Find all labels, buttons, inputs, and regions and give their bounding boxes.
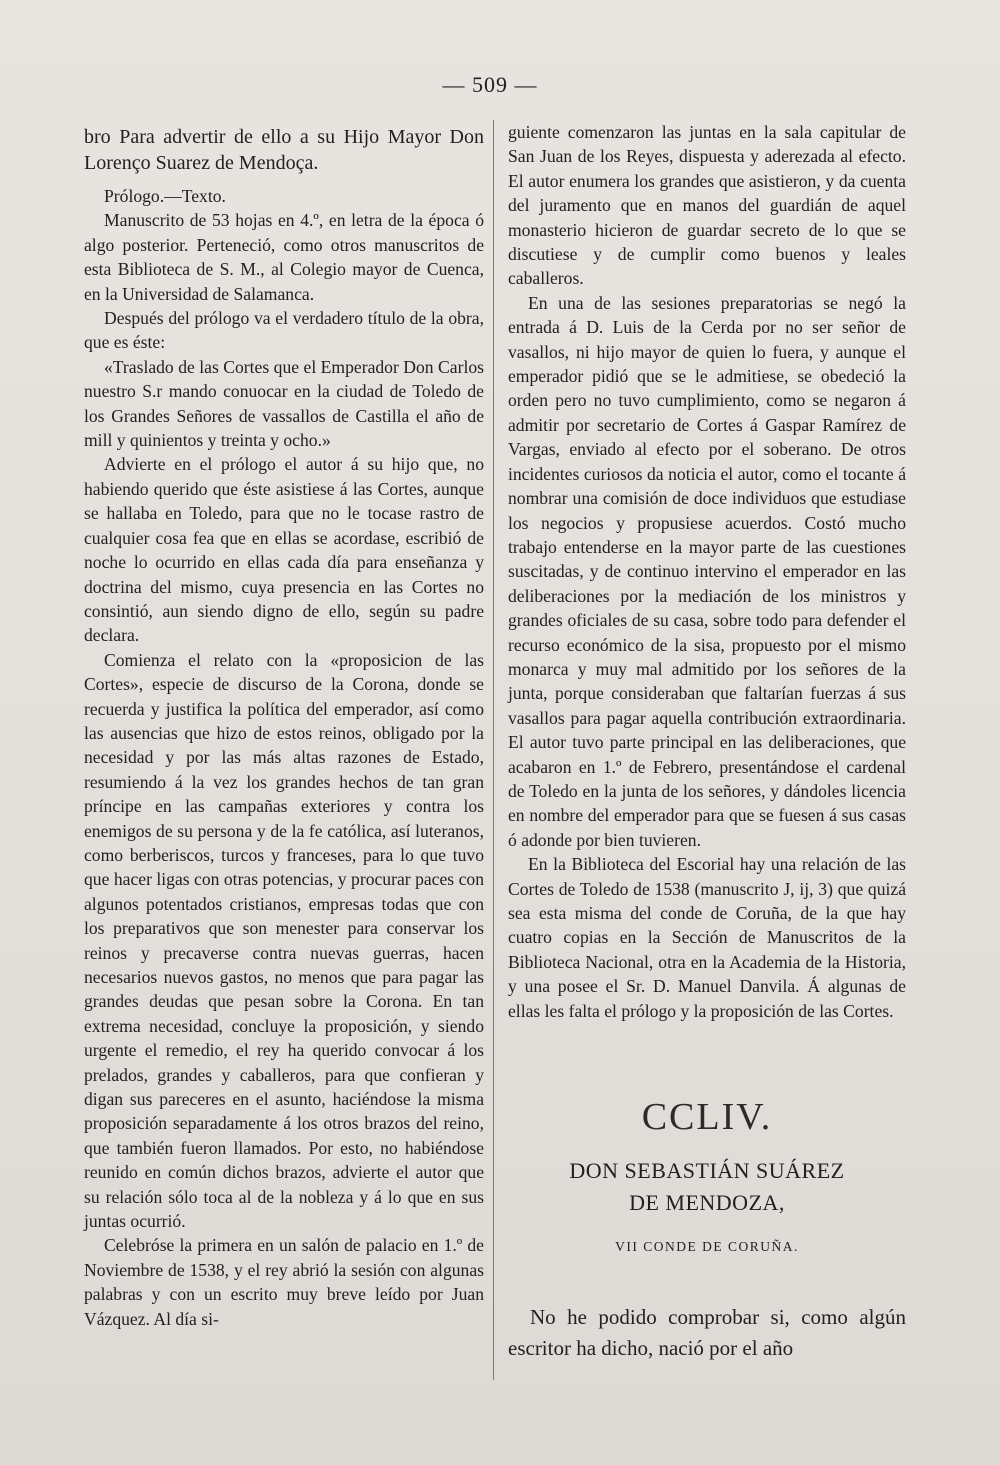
left-paragraph: Después del prólogo va el verdadero título de la obra, que es éste: xyxy=(84,308,484,353)
right-paragraph: guiente comenzaron las juntas en la sala capitular de San Juan de los Reyes, dispuesta y aderezada al efecto. El autor enumera los grandes que asistieron, y da cuenta del juramento que en manos del guardián de aquel monasterio hicieron de guardar secreto de lo que se discutiese y de cumplir como buenos y leales caballeros. xyxy=(508,122,906,289)
page-number: — 509 — xyxy=(442,72,538,97)
section-numeral: CCLIV. xyxy=(641,1096,773,1139)
section-subtitle: VII CONDE DE CORUÑA. xyxy=(615,1239,799,1255)
right-paragraph: En una de las sesiones preparatorias se negó la entrada á D. Luis de la Cerda por no ser señor de vasallos, ni hijo mayor de quien lo fuera, y aunque el emperador pidió que se le admitiese, se obedeció la orden pero no tuvo cumplimiento, como se negaron á admitir por secretario de Cortes á Gaspar Ramírez de Vargas, enviado al efecto por el soberano. De otros incidentes curiosos da noticia el autor, como el tocante á nombrar una comisión de doce individuos que estudiase los negocios y propusiese acuerdos. Costó mucho trabajo entenderse en la mayor parte de las cuestiones suscitadas, y de continuo intervino el emperador en las deliberaciones por la mediación de los ministros y grandes oficiales de su casa, sobre todo para defender el recurso económico de la sisa, propuesto por el mismo monarca y muy mal admitido por los señores de la junta, porque consideraban que faltarían fuerzas á sus vasallos para pagar aquella contribución extraordinaria. El autor tuvo parte principal en las deliberaciones, que acabaron en 1.º de Febrero, presentándose el cardenal de Toledo en la junta de los señores, y dándoles licencia en nombre del emperador para que se fuesen á sus casas ó adonde por bien tuvieren. xyxy=(508,292,906,850)
column-divider xyxy=(493,120,494,1380)
left-paragraph: Manuscrito de 53 hojas en 4.º, en letra de la época ó algo posterior. Perteneció, como otros manuscritos de esta Biblioteca de S. M., al Colegio mayor de Cuenca, en la Universidad de Salamanca. xyxy=(84,210,484,304)
right-column xyxy=(508,120,906,1364)
left-quote-paragraph: «Traslado de las Cortes que el Emperador Don Carlos nuestro S.r mando conuocar en la ciudad de Toledo de los Grandes Señores de vassallos de Castilla el año de mill y quinientos y treinta y ocho.» xyxy=(84,356,484,451)
left-column xyxy=(84,124,484,1331)
left-paragraph: Prólogo.—Texto. xyxy=(104,186,226,206)
section-title-line: DE MENDOZA, xyxy=(629,1190,785,1216)
left-paragraph: Advierte en el prólogo el autor á su hijo que, no habiendo querido que éste asistiese á las Cortes, aunque se hallaba en Toledo, para que no le tocase rastro de cualquier cosa fea que en ellas se acordase, escribió de noche lo ocurrido en ellas cada día para enseñanza y doctrina del mismo, cuya presencia en las Cortes no consintió, aun siendo digno de ello, según su padre declara. xyxy=(84,454,484,646)
left-paragraph: bro Para advertir de ello a su Hijo Mayor Don Lorenço Suarez de Mendoça. xyxy=(84,126,484,174)
right-paragraph: En la Biblioteca del Escorial hay una relación de las Cortes de Toledo de 1538 (manuscrito J, ij, 3) que quizá sea esta misma del conde de Coruña, de la que hay cuatro copias en la Sección de Manuscritos de la Biblioteca Nacional, otra en la Academia de la Historia, y una posee el Sr. D. Manuel Danvila. Á algunas de ellas les falta el prólogo y la proposición de las Cortes. xyxy=(508,854,906,1021)
left-paragraph: Celebróse la primera en un salón de palacio en 1.º de Noviembre de 1538, y el rey abrió la sesión con algunas palabras y con un escrito muy breve leído por Juan Vázquez. Al día si- xyxy=(84,1235,484,1329)
section-title xyxy=(508,1155,906,1219)
section-opening-paragraph: No he podido comprobar si, como algún escritor ha dicho, nació por el año xyxy=(508,1304,906,1360)
section-title-line: DON SEBASTIÁN SUÁREZ xyxy=(569,1158,845,1184)
left-paragraph: Comienza el relato con la «proposicion de las Cortes», especie de discurso de la Corona, donde se recuerda y justifica la política del emperador, así como las ausencias que hizo de estos reinos, obligado por la necesidad y por las más altas razones de Estado, resumiendo á la vez los grandes hechos de tan gran príncipe en las campañas exteriores y contra los enemigos de su persona y de la fe católica, así luteranos, como berberiscos, turcos y franceses, para lo que tuvo que hacer ligas con otras potencias, y procurar paces con algunos potentados cristianos, empresas todas que con los preparativos que son menester para conservar los reinos y precaverse contra nuevas guerras, hacen necesarios nuevos gastos, no menos que para pagar las grandes deudas que pesan sobre la Corona. En tan extrema necesidad, concluye la proposición, y siendo urgente el remedio, el rey ha querido convocar á los prelados, grandes y caballeros, para que confieran y digan sus pareceres en el asunto, haciéndose la misma proposición separadamente á los otros brazos del reino, que también fueron llamados. Por esto, no habiéndose reunido en común dichos brazos, advierte el autor que su relación sólo toca al de la nobleza y á lo que en sus juntas ocurrió. xyxy=(84,649,484,1232)
